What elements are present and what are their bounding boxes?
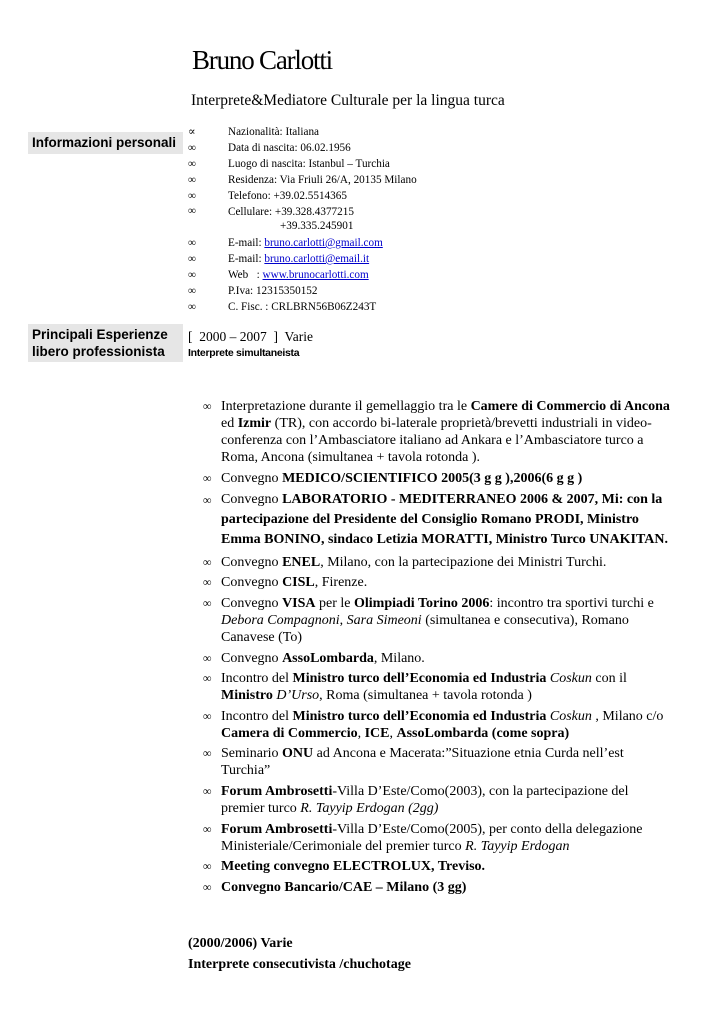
experience-item-text: Debora Compagnoni	[221, 612, 340, 628]
experience-item	[203, 574, 673, 591]
experience-item	[203, 745, 673, 779]
experience-item-text: Convegno	[221, 595, 283, 611]
experience-item-text: Convegno	[221, 554, 283, 570]
experience-item	[203, 670, 673, 704]
experience-item-text: -Villa D’Este/Como(2005), per conto della delegazione Ministeriale/Cerimoniale del premier turco	[221, 821, 643, 854]
info-residence: ∞ Residenza: Via Friuli 26/A, 20135 Milano	[188, 174, 417, 186]
candidate-name: Bruno Carlotti	[192, 45, 332, 75]
info-mobile: ∞ Cellulare: +39.328.4377215 +39.335.245901	[188, 205, 354, 232]
experience-item	[203, 858, 673, 875]
bullet-icon: ∞	[188, 190, 196, 202]
bullet-icon: ∞	[203, 671, 212, 686]
info-cf: ∞ C. Fisc. : CRLBRN56B06Z243T	[188, 301, 377, 313]
info-email-1: ∞ E-mail: bruno.carlotti@gmail.com	[188, 237, 383, 249]
experience-item-text: Ministro turco dell’Economia ed Industria	[292, 708, 550, 724]
experience-item	[203, 783, 673, 817]
experience-item-text: Incontro del	[221, 708, 293, 724]
experience-item-text: , Roma (simultanea + tavola rotonda )	[319, 688, 532, 704]
experience-item	[203, 879, 673, 896]
experience-item-text: -Villa D’Este/Como(2003), con la partecipazione del premier turco	[221, 783, 629, 816]
experience-item-text: ,	[389, 725, 397, 741]
bullet-icon: ∞	[188, 174, 196, 186]
candidate-subtitle: Interprete&Mediatore Culturale per la lingua turca	[191, 92, 505, 109]
experience-role: Interprete simultaneista	[188, 347, 300, 359]
experience-item	[203, 490, 673, 550]
experience-item-text: , Firenze.	[314, 575, 368, 591]
section-label-personal: Informazioni personali	[28, 132, 183, 154]
bullet-icon: ∞	[188, 237, 196, 249]
info-piva: ∞ P.Iva: 12315350152	[188, 285, 318, 297]
info-phone: ∞ Telefono: +39.02.5514365	[188, 190, 347, 202]
experience-item-text: VISA	[282, 595, 316, 611]
experience-item-text: Convegno	[221, 470, 283, 486]
email-link-2[interactable]: bruno.carlotti@email.it	[264, 253, 370, 265]
bullet-icon: ∞	[188, 158, 196, 170]
experience-item-text: Convegno	[221, 650, 283, 666]
experience-item-text: Olimpiadi Torino 2006	[354, 595, 490, 611]
bullet-icon: ∞	[203, 650, 212, 665]
experience-period-2: (2000/2006) Varie	[188, 936, 293, 951]
experience-item-text: AssoLombarda (come sopra)	[396, 725, 570, 741]
bullet-icon: ∞	[203, 746, 212, 761]
experience-item-text: ed	[221, 416, 238, 431]
experience-item	[203, 554, 673, 571]
experience-item-text: LABORATORIO - MEDITERRANEO 2006 & 2007, Mi: con la partecipazione del Presidente del Consiglio Romano PRODI, Ministro Emma BONINO, sindaco Letizia MORATTI, Ministro Turco UNAKITAN.	[221, 492, 668, 548]
experience-item	[203, 650, 673, 667]
experience-item-text: con il	[591, 671, 627, 687]
experience-period: [ 2000 – 2007 ] Varie	[188, 329, 313, 344]
bullet-icon: ∞	[188, 205, 196, 217]
bullet-icon: ∞	[188, 142, 196, 154]
info-email-2: ∞ E-mail: bruno.carlotti@email.it	[188, 253, 370, 265]
experience-item-text: Interpretazione durante il gemellaggio tra le	[221, 399, 471, 414]
experience-item-text: ,	[339, 612, 347, 628]
experience-item-text: Ministro turco dell’Economia ed Industria	[292, 671, 550, 687]
experience-item-text: R. Tayyip Erdogan	[465, 838, 570, 854]
bullet-icon: ∞	[203, 493, 212, 508]
experience-item-text: Forum Ambrosetti	[221, 821, 333, 837]
bullet-icon: ∞	[203, 879, 212, 894]
experience-item-text: Izmir	[237, 416, 272, 431]
experience-item-text: Sara Simeoni	[346, 612, 422, 628]
experience-item-text: MEDICO/SCIENTIFICO 2005(3 g g ),2006(6 g g )	[282, 470, 583, 486]
experience-item-text: Camera di Commercio	[221, 725, 358, 741]
bullet-icon: ∞	[203, 821, 212, 836]
experience-item-text: Convegno	[221, 492, 283, 508]
experience-item	[203, 708, 673, 742]
website-link[interactable]: www.brunocarlotti.com	[262, 269, 369, 281]
experience-list	[203, 398, 673, 899]
bullet-icon: ∝	[188, 126, 196, 138]
experience-item	[203, 398, 673, 466]
experience-item-text: AssoLombarda	[282, 650, 374, 666]
personal-info-list	[188, 124, 688, 315]
experience-item-text: ad Ancona e Macerata:”Situazione etnia Curda nell’est Turchia”	[221, 746, 624, 779]
bullet-icon: ∞	[203, 595, 212, 610]
experience-item-text: CISL	[282, 575, 315, 591]
experience-item-text: : incontro tra sportivi turchi e	[489, 595, 654, 611]
info-birth-place: ∞ Luogo di nascita: Istanbul – Turchia	[188, 158, 390, 170]
experience-item-text: per le	[315, 595, 355, 611]
email-link-1[interactable]: bruno.carlotti@gmail.com	[264, 237, 383, 249]
bullet-icon: ∞	[188, 285, 196, 297]
info-birth-date: ∞ Data di nascita: 06.02.1956	[188, 142, 351, 154]
experience-role-2: Interprete consecutivista /chuchotage	[188, 957, 411, 972]
experience-item-text: Coskun	[549, 671, 592, 687]
info-web: ∞ Web : www.brunocarlotti.com	[188, 269, 369, 281]
experience-item-text: ICE	[364, 725, 390, 741]
section-label-experience: Principali Esperienze libero professionista	[28, 324, 183, 362]
bullet-icon: ∞	[203, 554, 212, 569]
bullet-icon: ∞	[203, 470, 212, 485]
experience-item-text: (simultanea e consecutiva), Romano Canavese (To)	[221, 612, 629, 645]
bullet-icon: ∞	[203, 575, 212, 590]
experience-item-text: Coskun	[549, 708, 592, 724]
experience-item	[203, 470, 673, 487]
bullet-icon: ∞	[203, 708, 212, 723]
bullet-icon: ∞	[203, 399, 212, 413]
bullet-icon: ∞	[188, 253, 196, 265]
experience-item-text: ENEL	[282, 554, 321, 570]
experience-item-text: R. Tayyip Erdogan (2gg)	[300, 800, 439, 816]
experience-item-text: , Milano c/o	[591, 708, 664, 724]
info-nationality: ∝ Nazionalità: Italiana	[188, 126, 320, 138]
experience-item-text: Ministro	[221, 688, 277, 704]
experience-item-text: Meeting convegno ELECTROLUX, Treviso.	[221, 859, 486, 875]
experience-item-text: Seminario	[221, 746, 283, 762]
experience-item-text: ONU	[282, 746, 314, 762]
experience-item-text: D’Urso	[276, 688, 320, 704]
experience-item-text: ,	[357, 725, 365, 741]
bullet-icon: ∞	[203, 783, 212, 798]
bullet-icon: ∞	[188, 269, 196, 281]
experience-item-text: (TR), con accordo bi-laterale proprietà/brevetti industriali in video-conferenza con l’Ambasciatore italiano ad Ankara e l’Ambasciatore turco a Roma, Ancona (simultanea + tavola rotonda ).	[221, 416, 652, 465]
experience-item-text: Forum Ambrosetti	[221, 783, 333, 799]
experience-item-text: , Milano.	[373, 650, 425, 666]
bullet-icon: ∞	[203, 859, 212, 874]
experience-item-text: Convegno Bancario/CAE – Milano (3 gg)	[221, 879, 467, 895]
experience-item-text: Camere di Commercio di Ancona	[470, 399, 670, 414]
bullet-icon: ∞	[188, 301, 196, 313]
experience-item	[203, 595, 673, 646]
experience-item	[203, 821, 673, 855]
experience-item-text: Incontro del	[221, 671, 293, 687]
experience-item-text: , Milano, con la partecipazione dei Ministri Turchi.	[320, 554, 607, 570]
experience-item-text: Convegno	[221, 575, 283, 591]
